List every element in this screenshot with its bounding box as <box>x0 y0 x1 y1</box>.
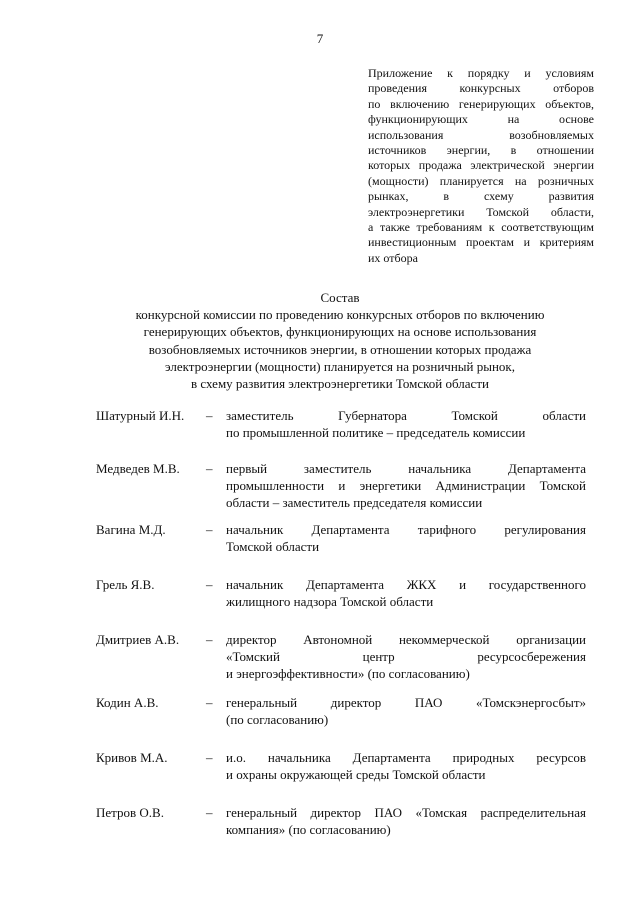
member-dash: – <box>206 522 213 537</box>
member-role <box>226 694 586 728</box>
appendix-line: Приложение к порядку и условиям <box>368 66 594 80</box>
member-name: Петров О.В. <box>96 805 164 820</box>
appendix-line: функционирующих на основе <box>368 112 594 127</box>
member-role <box>226 631 586 682</box>
member-role <box>226 521 586 555</box>
member-role-line: промышленности и энергетики Администрации Томской <box>226 478 586 493</box>
member-dash: – <box>206 805 213 820</box>
member-role-line: (по согласованию) <box>226 712 329 727</box>
member-role-line: компания» (по согласованию) <box>226 822 391 837</box>
member-dash: – <box>206 461 213 476</box>
member-role-line: начальник Департамента ЖКХ и государственного <box>226 577 586 592</box>
member-name: Вагина М.Д. <box>96 522 166 537</box>
member-role-line: Томской области <box>226 539 320 554</box>
member-role-line: «Томский центр ресурсосбережения <box>226 649 586 664</box>
member-role <box>226 749 586 783</box>
member-role-line: и охраны окружающей среды Томской области <box>226 767 486 782</box>
member-dash: – <box>206 408 213 423</box>
appendix-note <box>368 66 594 266</box>
member-role-line: первый заместитель начальника Департамента <box>226 461 586 476</box>
member-row <box>96 694 590 749</box>
member-role-line: и энергоэффективности» (по согласованию) <box>226 666 470 681</box>
member-name: Кривов М.А. <box>96 750 168 765</box>
member-role-line: заместитель Губернатора Томской области <box>226 408 586 423</box>
member-role <box>226 407 586 441</box>
member-dash: – <box>206 750 213 765</box>
title-line: конкурсной комиссии по проведению конкурсных отборов по включению <box>135 307 545 323</box>
appendix-line: по включению генерирующих объектов, <box>368 96 594 111</box>
member-row <box>96 576 590 631</box>
member-name: Шатурный И.Н. <box>96 408 185 423</box>
member-row <box>96 804 590 859</box>
member-row <box>96 631 590 694</box>
appendix-line: источников энергии, в отношении <box>368 143 594 158</box>
member-row <box>96 521 590 576</box>
member-name: Медведев М.В. <box>96 461 180 476</box>
member-role-line: и.о. начальника Департамента природных ресурсов <box>226 750 586 765</box>
title-line: электроэнергии (мощности) планируется на розничный рынок, <box>165 358 515 374</box>
member-role <box>226 804 586 838</box>
member-role-line: области – заместитель председателя комиссии <box>226 495 483 510</box>
appendix-line: (мощности) планируется на розничных <box>368 173 594 188</box>
page-number: 7 <box>316 31 324 46</box>
member-role <box>226 460 586 511</box>
member-dash: – <box>206 695 213 710</box>
title-heading: Состав <box>320 290 360 305</box>
appendix-line: использования возобновляемых <box>368 127 594 142</box>
commission-member-list <box>96 407 590 859</box>
document-title <box>90 289 590 392</box>
member-row <box>96 749 590 804</box>
member-role-line: генеральный директор ПАО «Томскэнергосбыт» <box>226 695 586 710</box>
member-dash: – <box>206 577 213 592</box>
member-name: Дмитриев А.В. <box>96 632 180 647</box>
appendix-line: проведения конкурсных отборов <box>368 81 594 96</box>
member-role-line: жилищного надзора Томской области <box>226 594 434 609</box>
member-row <box>96 407 590 460</box>
member-role-line: по промышленной политике – председатель комиссии <box>226 425 526 440</box>
member-role <box>226 576 586 610</box>
appendix-line: рынках, в схему развития <box>368 189 594 204</box>
appendix-line: инвестиционным проектам и критериям <box>368 235 594 250</box>
member-name: Кодин А.В. <box>96 695 159 710</box>
member-dash: – <box>206 632 213 647</box>
appendix-line: электроэнергетики Томской области, <box>368 204 594 219</box>
title-line: возобновляемых источников энергии, в отношении которых продажа <box>148 341 532 357</box>
member-name: Грель Я.В. <box>96 577 155 592</box>
appendix-line: которых продажа электрической энергии <box>368 158 594 173</box>
member-role-line: директор Автономной некоммерческой организации <box>226 632 586 647</box>
appendix-line: а также требованиям к соответствующим <box>368 220 594 235</box>
member-role-line: начальник Департамента тарифного регулирования <box>226 522 586 537</box>
appendix-line: их отбора <box>368 250 418 265</box>
title-line: генерирующих объектов, функционирующих на основе использования <box>143 324 537 340</box>
title-line: в схему развития электроэнергетики Томской области <box>191 376 489 392</box>
member-row <box>96 460 590 521</box>
member-role-line: генеральный директор ПАО «Томская распределительная <box>226 805 586 820</box>
